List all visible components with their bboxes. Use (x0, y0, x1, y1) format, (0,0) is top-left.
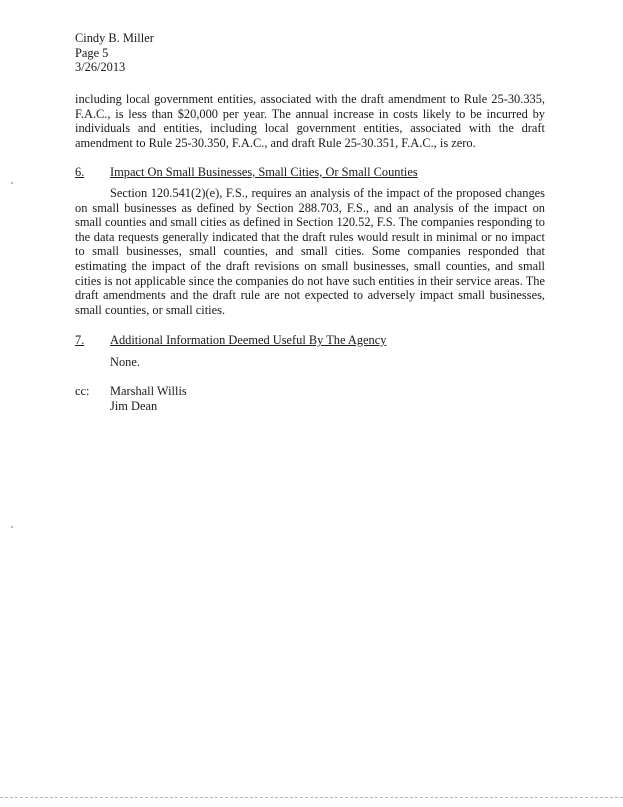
section-6-heading (75, 165, 545, 180)
page-header (75, 31, 375, 75)
section-6-number: 6. (75, 165, 85, 179)
section-7-body: None. (110, 355, 140, 369)
cost-paragraph: including local government entities, associated with the draft amendment to Rule 25-30.335, F.A.C., is less than $20,000 per year. The annual increase in costs likely to be incurred by individuals and entities, including local government entities, associated with the draft amendment to Rule 25-30.350, F.A.C., and draft Rule 25-30.351, F.A.C., is zero. (75, 92, 545, 150)
cc-names (110, 384, 187, 413)
scan-speck (11, 182, 13, 184)
section-6-title: Impact On Small Businesses, Small Cities, Or Small Counties (110, 165, 418, 179)
cc-name: Marshall Willis (110, 384, 187, 398)
cc-name: Jim Dean (110, 398, 158, 413)
section-6-body: Section 120.541(2)(e), F.S., requires an analysis of the impact of the proposed changes on small businesses as defined by Section 288.703, F.S., and an analysis of the impact on small counties and small cities as defined in Section 120.52, F.S. The companies responding to the data requests generally indicated that the draft rules would result in minimal or no impact to small businesses, small counties, and small cities. Some companies responded that estimating the impact of the draft revisions on small businesses, small counties, and small cities is not applicable since the companies do not have such entities in their service areas. The draft amendments and the draft rule are not expected to adversely impact small businesses, small counties, or small cities. (75, 186, 545, 317)
memo-date: 3/26/2013 (75, 60, 126, 75)
page-number: Page 5 (75, 45, 109, 60)
scan-edge-line (0, 797, 623, 798)
scan-speck (11, 526, 13, 528)
cc-label: cc: (75, 384, 90, 398)
section-7-title: Additional Information Deemed Useful By The Agency (110, 333, 387, 347)
recipient-name: Cindy B. Miller (75, 31, 154, 45)
section-7-heading (75, 333, 545, 348)
section-7-number: 7. (75, 333, 85, 347)
